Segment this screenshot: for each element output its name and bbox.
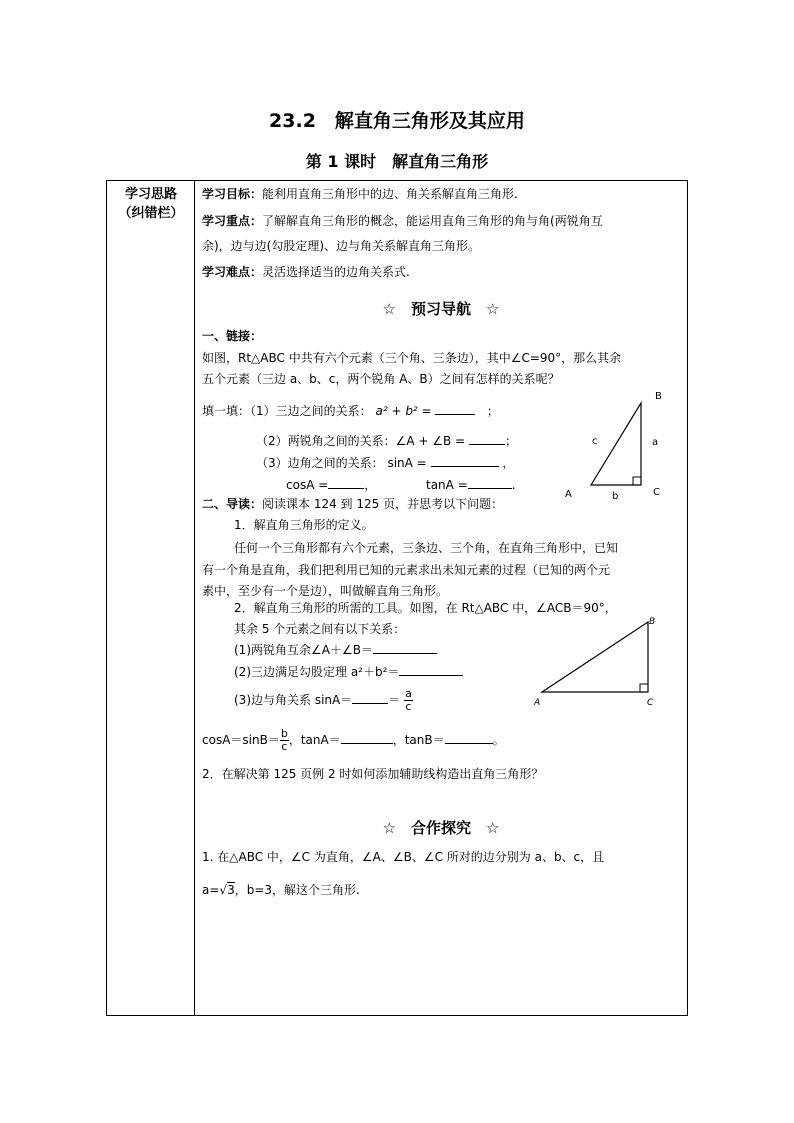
fill-row-1: 填一填：（1）三边之间的关系： a² + b² = ； (202, 404, 499, 418)
fig1-label-B: B (655, 391, 662, 402)
fill-row-2: （2）两锐角之间的关系：∠A + ∠B = ； (256, 434, 517, 448)
relation-trig: cosA＝sinB＝ $\frac{b}{c}$ ，tanA＝ ，tanB＝ 。 (202, 727, 505, 753)
answer-blank[interactable] (469, 432, 505, 445)
right-triangle-figure-1 (555, 385, 675, 505)
column-divider (194, 180, 195, 1016)
relation-2: (2)三边满足勾股定理 a²＋b²＝ (234, 663, 463, 680)
q1-text-3: 素中，至少有一个是边），叫做解直角三角形。 (202, 584, 449, 598)
answer-blank[interactable] (431, 454, 499, 467)
difficulty-point: 学习难点：灵活选择适当的边角关系式. (202, 265, 410, 279)
answer-blank[interactable] (468, 476, 512, 489)
fill-row-3: （3）边角之间的关系： sinA = ， (256, 456, 515, 470)
fig2-label-B: B (649, 617, 656, 627)
sidebar-label-sub: （纠错栏） (118, 206, 184, 221)
fraction-a-over-c: $\frac{a}{c}$ (405, 687, 412, 713)
question-3: 2．在解决第 125 页例 2 时如何添加辅助线构造出直角三角形？ (202, 767, 544, 781)
answer-blank[interactable] (328, 476, 364, 489)
fig1-label-C: C (653, 487, 660, 498)
fill-row-tan: tanA = . (426, 478, 516, 492)
right-triangle-figure-2 (530, 612, 660, 712)
key-point-cont: 余)，边与边(勾股定理)、边与角关系解直角三角形。 (202, 239, 481, 253)
fig1-label-a: a (652, 437, 659, 448)
q2-text: 其余 5 个元素之间有以下关系： (234, 622, 406, 636)
answer-blank[interactable] (352, 691, 388, 704)
link-label: 一、链接： (202, 329, 263, 343)
q1-text-1: 任何一个三角形都有六个元素，三条边、三个角，在直角三角形中，已知 (234, 541, 619, 555)
fig1-label-b: b (612, 491, 619, 502)
key-point: 学习重点：了解解直角三角形的概念，能运用直角三角形的角与角(两锐角互 (202, 214, 603, 228)
fig2-label-C: C (647, 698, 654, 708)
learning-goal: 学习目标：能利用直角三角形中的边、角关系解直角三角形. (202, 187, 518, 201)
q1-text-2: 有一个角是直角，我们把利用已知的元素求出未知元素的过程（已知的两个元 (202, 563, 611, 577)
lesson-subtitle: 第 1 课时 解直角三角形 (305, 152, 489, 171)
answer-blank[interactable] (373, 641, 437, 654)
relation-3: (3)边与角关系 sinA＝ ＝ $\frac{a}{c}$ (234, 687, 412, 713)
explore-heading: ☆ 合作探究 ☆ (382, 819, 500, 837)
fig1-label-A: A (565, 489, 572, 500)
explore-problem-2: a=√3，b=3，解这个三角形. (202, 883, 360, 897)
link-text-1: 如图，Rt△ABC 中共有六个元素（三个角、三条边），其中∠C=90°，那么其余 (202, 351, 622, 365)
fig2-label-A: A (534, 698, 541, 708)
preview-heading: ☆ 预习导航 ☆ (382, 300, 500, 318)
explore-problem-1: 1. 在△ABC 中，∠C 为直角，∠A、∠B、∠C 所对的边分别为 a、b、c，且 (202, 850, 605, 864)
sidebar-label: 学习思路 (124, 187, 177, 202)
answer-blank[interactable] (341, 731, 393, 744)
page-title: 23.2 解直角三角形及其应用 (269, 110, 525, 132)
question-1: 1．解直角三角形的定义。 (234, 518, 374, 532)
fig1-label-c: c (592, 436, 598, 447)
answer-blank[interactable] (435, 402, 475, 415)
link-text-2: 五个元素（三边 a、b、c，两个锐角 A、B）之间有怎样的关系呢？ (202, 372, 560, 386)
sqrt-icon: √ (219, 883, 228, 897)
fraction-b-over-c: $\frac{b}{c}$ (280, 727, 288, 753)
relation-1: (1)两锐角互余∠A＋∠B＝ (234, 641, 437, 658)
guide-row: 二、导读：阅读课本 124 到 125 页，并思考以下问题： (202, 497, 504, 511)
answer-blank[interactable] (399, 663, 463, 676)
fill-row-cos: cosA = ， (286, 478, 377, 492)
question-2: 2．解直角三角形的所需的工具。如图，在 Rt△ABC 中，∠ACB＝90°， (234, 601, 617, 615)
answer-blank[interactable] (445, 731, 493, 744)
